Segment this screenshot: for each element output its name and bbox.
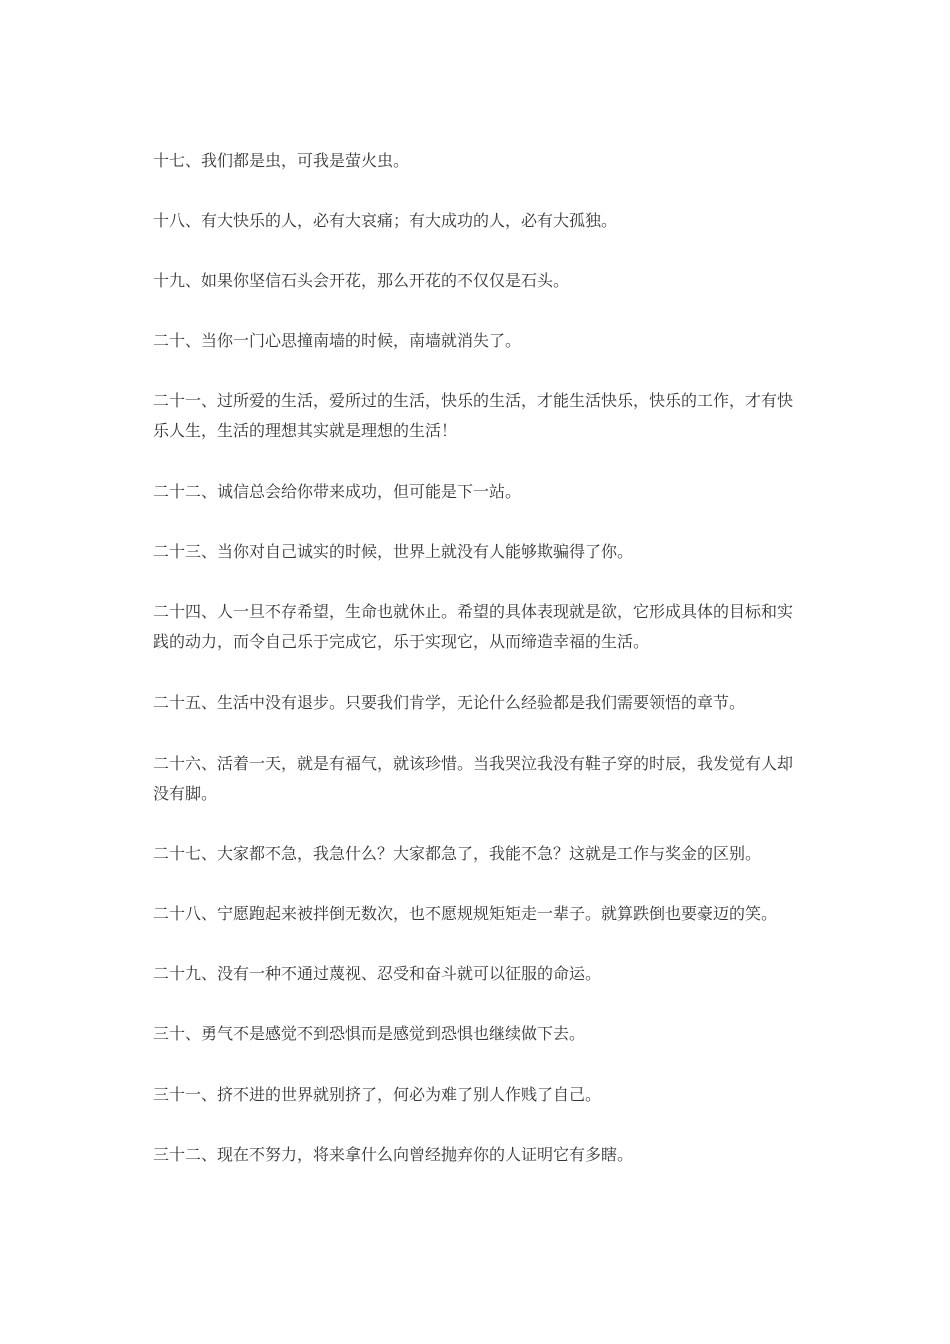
- paragraph-19: 十九、如果你坚信石头会开花，那么开花的不仅仅是石头。: [153, 271, 570, 290]
- paragraph-32: 三十二、现在不努力，将来拿什么向曾经抛弃你的人证明它有多瞎。: [153, 1145, 634, 1164]
- paragraph-17: 十七、我们都是虫，可我是萤火虫。: [153, 151, 410, 170]
- paragraph-20: 二十、当你一门心思撞南墙的时候，南墙就消失了。: [153, 331, 522, 350]
- paragraph-25: 二十五、生活中没有退步。只要我们肯学，无论什么经验都是我们需要领悟的章节。: [153, 693, 746, 712]
- paragraph-26: 二十六、活着一天，就是有福气，就该珍惜。当我哭泣我没有鞋子穿的时辰，我发觉有人却没有脚。: [153, 754, 794, 803]
- paragraph-22: 二十二、诚信总会给你带来成功，但可能是下一站。: [153, 482, 522, 501]
- paragraph-27: 二十七、大家都不急，我急什么？大家都急了，我能不急？这就是工作与奖金的区别。: [153, 844, 762, 863]
- paragraph-28: 二十八、宁愿跑起来被拌倒无数次，也不愿规规矩矩走一辈子。就算跌倒也要豪迈的笑。: [153, 904, 778, 923]
- paragraph-23: 二十三、当你对自己诚实的时候，世界上就没有人能够欺骗得了你。: [153, 542, 634, 561]
- paragraph-18: 十八、有大快乐的人，必有大哀痛；有大成功的人，必有大孤独。: [153, 211, 618, 230]
- paragraph-24: 二十四、人一旦不存希望，生命也就休止。希望的具体表现就是欲，它形成具体的目标和实践的动力，而令自己乐于完成它，乐于实现它，从而缔造幸福的生活。: [153, 602, 794, 651]
- paragraph-21: 二十一、过所爱的生活，爱所过的生活，快乐的生活，才能生活快乐，快乐的工作，才有快乐人生，生活的理想其实就是理想的生活！: [153, 391, 794, 440]
- paragraph-29: 二十九、没有一种不通过蔑视、忍受和奋斗就可以征服的命运。: [153, 964, 602, 983]
- paragraph-30: 三十、勇气不是感觉不到恐惧而是感觉到恐惧也继续做下去。: [153, 1024, 586, 1043]
- paragraph-31: 三十一、挤不进的世界就别挤了，何必为难了别人作贱了自己。: [153, 1085, 602, 1104]
